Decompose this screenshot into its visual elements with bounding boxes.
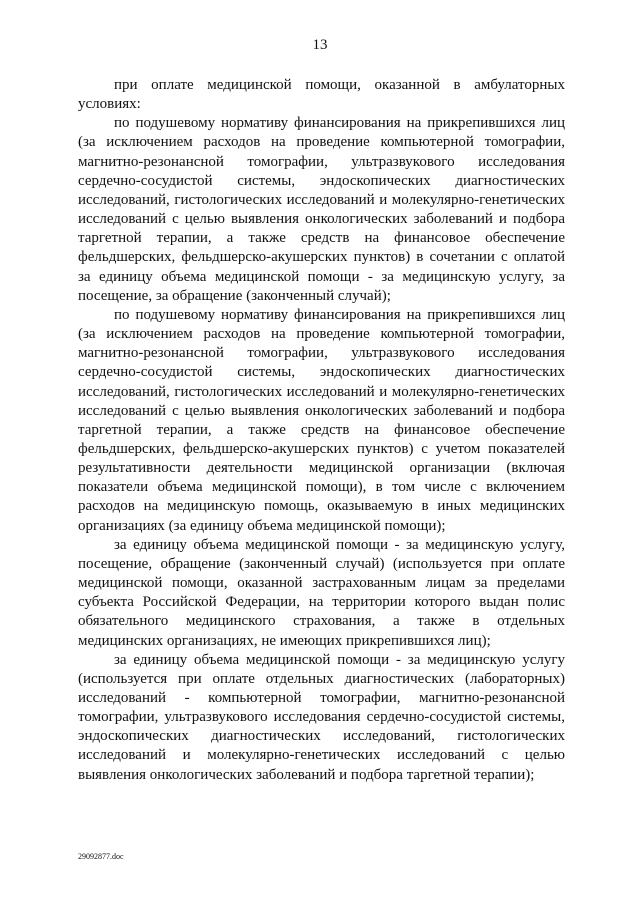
paragraph-unit-volume-visit: за единицу объема медицинской помощи - за медицинскую услугу, посещение, обращение (законченный случай) (используется при оплате медицинской помощи, оказанной застрахованным лицам за пределами субъекта Российской Федерации, на территории которого выдан полис обязательного медицинского страхования, а также в отдельных медицинских организациях, не имеющих прикрепившихся лиц);: [78, 536, 565, 649]
document-body: [78, 76, 565, 785]
paragraph-per-capita-performance: по подушевому нормативу финансирования на прикрепившихся лиц (за исключением расходов на проведение компьютерной томографии, магнитно-резонансной томографии, ультразвукового исследования сердечно-сосудистой системы, эндоскопических диагностических исследований, гистологических исследований и молекулярно-генетических исследований с целью выявления онкологических заболеваний и подбора таргетной терапии, а также средств на финансовое обеспечение фельдшерских, фельдшерско-акушерских пунктов) с учетом показателей результативности деятельности медицинской организации (включая показатели объема медицинской помощи), в том числе с включением расходов на медицинскую помощь, оказываемую в иных медицинских организациях (за единицу объема медицинской помощи);: [78, 306, 565, 534]
document-file-id: 29092877.doc: [78, 852, 124, 861]
page-number: 13: [312, 37, 328, 53]
paragraph-per-capita-with-unit: по подушевому нормативу финансирования на прикрепившихся лиц (за исключением расходов на проведение компьютерной томографии, магнитно-резонансной томографии, ультразвукового исследования сердечно-сосудистой системы, эндоскопических диагностических исследований, гистологических исследований и молекулярно-генетических исследований с целью выявления онкологических заболеваний и подбора таргетной терапии, а также средств на финансовое обеспечение фельдшерских, фельдшерско-акушерских пунктов) в сочетании с оплатой за единицу объема медицинской помощи - за медицинскую услугу, за посещение, за обращение (законченный случай);: [78, 115, 565, 304]
paragraph-unit-volume-diagnostics: за единицу объема медицинской помощи - за медицинскую услугу (используется при оплате отдельных диагностических (лабораторных) исследований - компьютерной томографии, магнитно-резонансной томографии, ультразвукового исследования сердечно-сосудистой системы, эндоскопических диагностических исследований, гистологических исследований и молекулярно-генетических исследований с целью выявления онкологических заболеваний и подбора таргетной терапии);: [78, 651, 565, 783]
paragraph-outpatient-intro: при оплате медицинской помощи, оказанной в амбулаторных условиях:: [78, 77, 565, 113]
